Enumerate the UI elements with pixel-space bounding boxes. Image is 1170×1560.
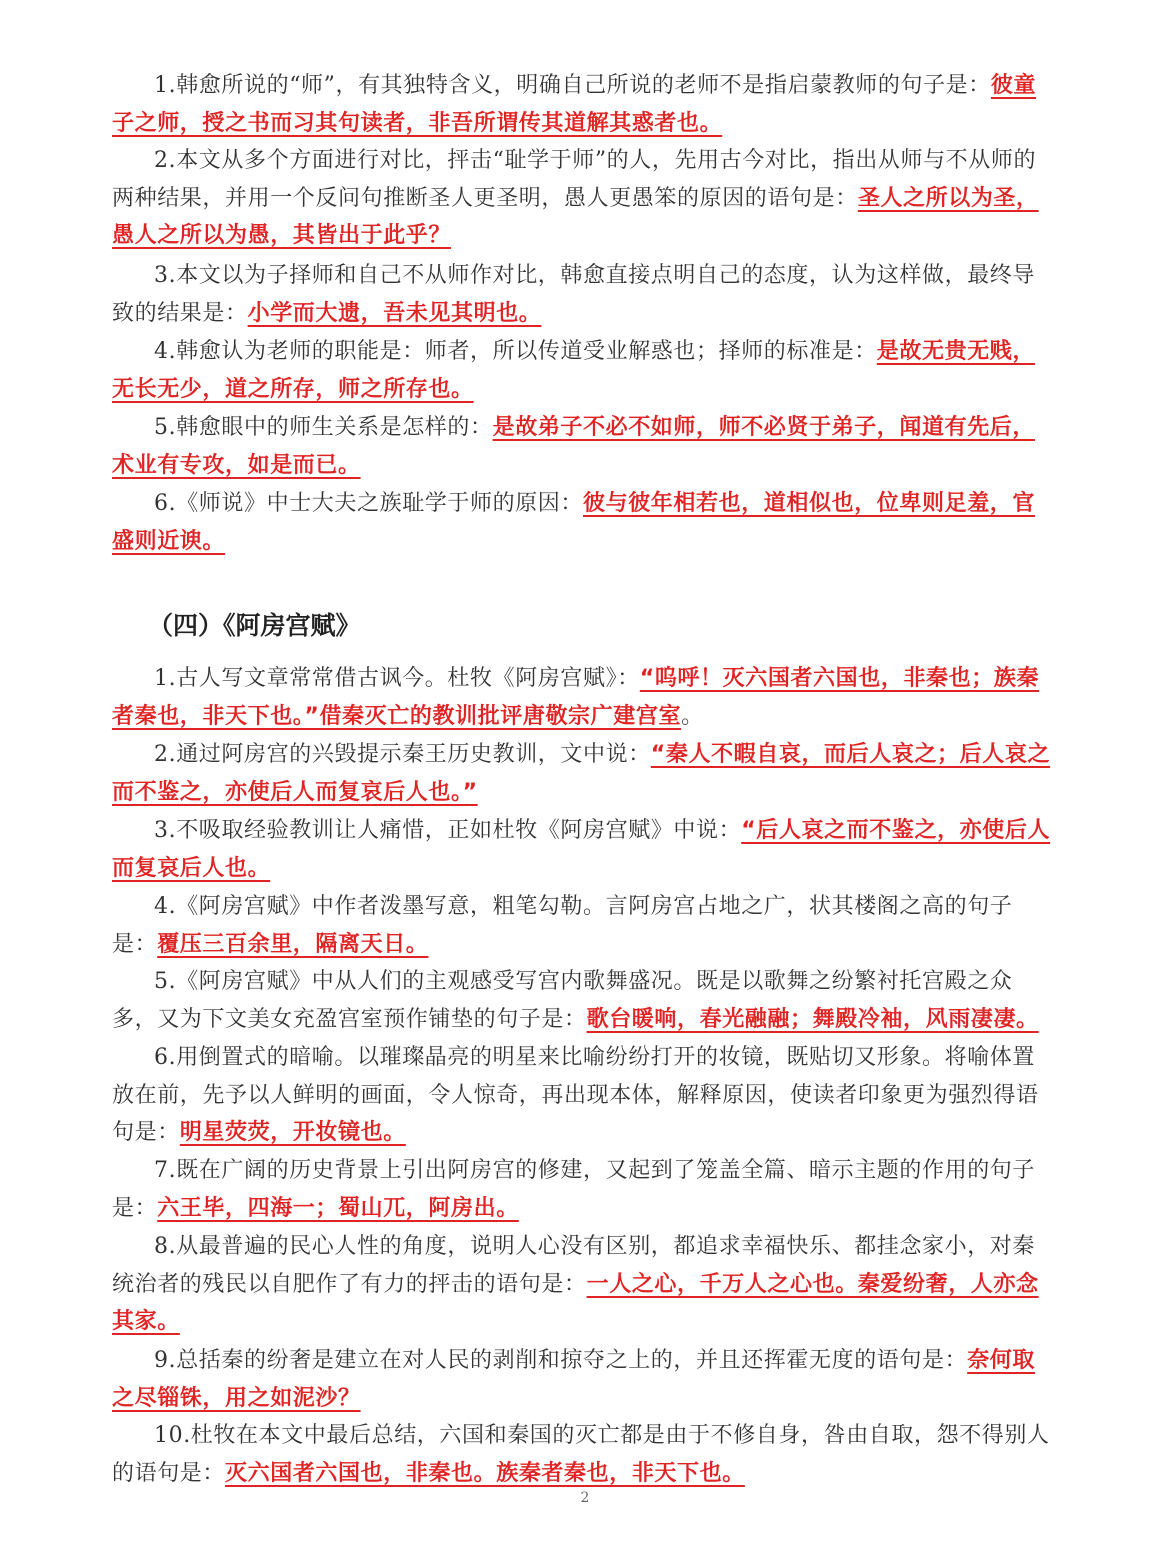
question-item-4-2: [112, 736, 1056, 811]
question-text: 3.本文以为子择师和自己不从师作对比，韩愈直接点明自己的态度，认为这样做，最终导致的结果是：: [112, 263, 1035, 326]
question-text: 5.韩愈眼中的师生关系是怎样的：: [154, 415, 493, 440]
answer-text: “后人哀之而不鉴之，亦使后人而复哀后人也。: [112, 818, 1051, 881]
answer-text: “呜呼！灭六国者六国也，非秦也；族秦者秦也，非天下也。”借秦灭亡的教训批评唐敬宗广建宫室: [112, 666, 1040, 729]
question-text: 5.《阿房宫赋》中从人们的主观感受写宫内歌舞盛况。既是以歌舞之纷繁衬托宫殿之众多，又为下文美女充盈宫室预作铺垫的句子是：: [112, 969, 1013, 1032]
section-heading: （四）《阿房宫赋》: [148, 611, 361, 640]
question-item-4-4: [112, 888, 1056, 963]
question-item-4-7: [112, 1152, 1056, 1227]
answer-text: 明星荧荧，开妆镜也。: [179, 1120, 406, 1145]
answer-text: 一人之心，千万人之心也。秦爱纷奢，人亦念其家。: [112, 1271, 1039, 1334]
question-text: 6.用倒置式的暗喻。以璀璨晶亮的明星来比喻纷纷打开的妆镜，既贴切又形象。将喻体置放在前，先予以人鲜明的画面，令人惊奇，再出现本体，解释原因，使读者印象更为强烈得语句是：: [112, 1045, 1039, 1145]
question-item-4-1: [112, 660, 1056, 735]
question-text: 2.本文从多个方面进行对比，抨击“耻学于师”的人，先用古今对比，指出从师与不从师的两种结果，并用一个反问句推断圣人更圣明，愚人更愚笨的原因的语句是：: [112, 148, 1037, 211]
trailing-punctuation: 。: [681, 703, 704, 729]
page-number: 2: [580, 1490, 590, 1506]
question-item-3-3: [112, 257, 1056, 332]
answer-text: 圣人之所以为圣，愚人之所以为愚，其皆出于此乎？: [112, 185, 1039, 248]
question-text: 8.从最普遍的民心人性的角度，说明人心没有区别，都追求幸福快乐、都挂念家小，对秦统治者的残民以自肥作了有力的抨击的语句是：: [112, 1234, 1035, 1297]
question-text: 4.《阿房宫赋》中作者泼墨写意，粗笔勾勒。言阿房宫占地之广，状其楼阁之高的句子是：: [112, 894, 1013, 957]
question-item-4-5: [112, 963, 1056, 1038]
answer-text: 六王毕，四海一；蜀山兀，阿房出。: [157, 1195, 519, 1221]
question-item-3-2: [112, 142, 1056, 255]
question-item-4-6: [112, 1039, 1056, 1152]
answer-text: 灭六国者六国也，非秦也。族秦者秦也，非天下也。: [225, 1460, 745, 1486]
question-item-4-3: [112, 812, 1056, 887]
question-text: 9.总括秦的纷奢是建立在对人民的剥削和掠夺之上的，并且还挥霍无度的语句是：: [154, 1348, 968, 1373]
answer-text: 是故弟子不必不如师，师不必贤于弟子，闻道有先后，术业有专攻，如是而已。: [112, 415, 1035, 478]
question-text: 6.《师说》中士大夫之族耻学于师的原因：: [154, 491, 583, 516]
question-item-3-4: [112, 333, 1056, 408]
question-text: 10.杜牧在本文中最后总结，六国和秦国的灭亡都是由于不修自身，咎由自取，怨不得别人的语句是：: [112, 1423, 1050, 1486]
answer-text: 是故无贵无贱，无长无少，道之所存，师之所存也。: [112, 339, 1035, 402]
question-item-4-10: [112, 1417, 1056, 1492]
answer-text: 彼童子之师，授之书而习其句读者，非吾所谓传其道解其惑者也。: [112, 73, 1037, 136]
question-item-3-1: [112, 67, 1056, 142]
question-item-3-6: [112, 485, 1056, 560]
question-item-3-5: [112, 409, 1056, 484]
answer-text: 奈何取之尽锱铢，用之如泥沙？: [112, 1348, 1036, 1411]
question-text: 1.韩愈所说的“师”，有其独特含义，明确自己所说的老师不是指启蒙教师的句子是：: [154, 73, 991, 98]
question-item-4-9: [112, 1342, 1056, 1417]
question-text: 7.既在广阔的历史背景上引出阿房宫的修建，又起到了笼盖全篇、暗示主题的作用的句子是：: [112, 1158, 1035, 1221]
answer-text: 歌台暖响，春光融融；舞殿冷袖，风雨凄凄。: [586, 1006, 1039, 1032]
answer-text: 彼与彼年相若也，道相似也，位卑则足羞，官盛则近谀。: [112, 491, 1036, 554]
question-text: 4.韩愈认为老师的职能是：师者，所以传道受业解惑也；择师的标准是：: [154, 339, 877, 364]
answer-text: 小学而大遗，吾未见其明也。: [247, 300, 542, 326]
answer-text: “秦人不暇自哀，而后人哀之；后人哀之而不鉴之，亦使后人而复哀后人也。”: [112, 742, 1051, 805]
question-text: 1.古人写文章常常借古讽今。杜牧《阿房宫赋》：: [154, 666, 640, 691]
question-text: 2.通过阿房宫的兴毁提示秦王历史教训，文中说：: [154, 742, 651, 767]
answer-text: 覆压三百余里，隔离天日。: [157, 931, 429, 957]
question-item-4-8: [112, 1228, 1056, 1341]
question-text: 3.不吸取经验教训让人痛惜，正如杜牧《阿房宫赋》中说：: [154, 818, 742, 843]
